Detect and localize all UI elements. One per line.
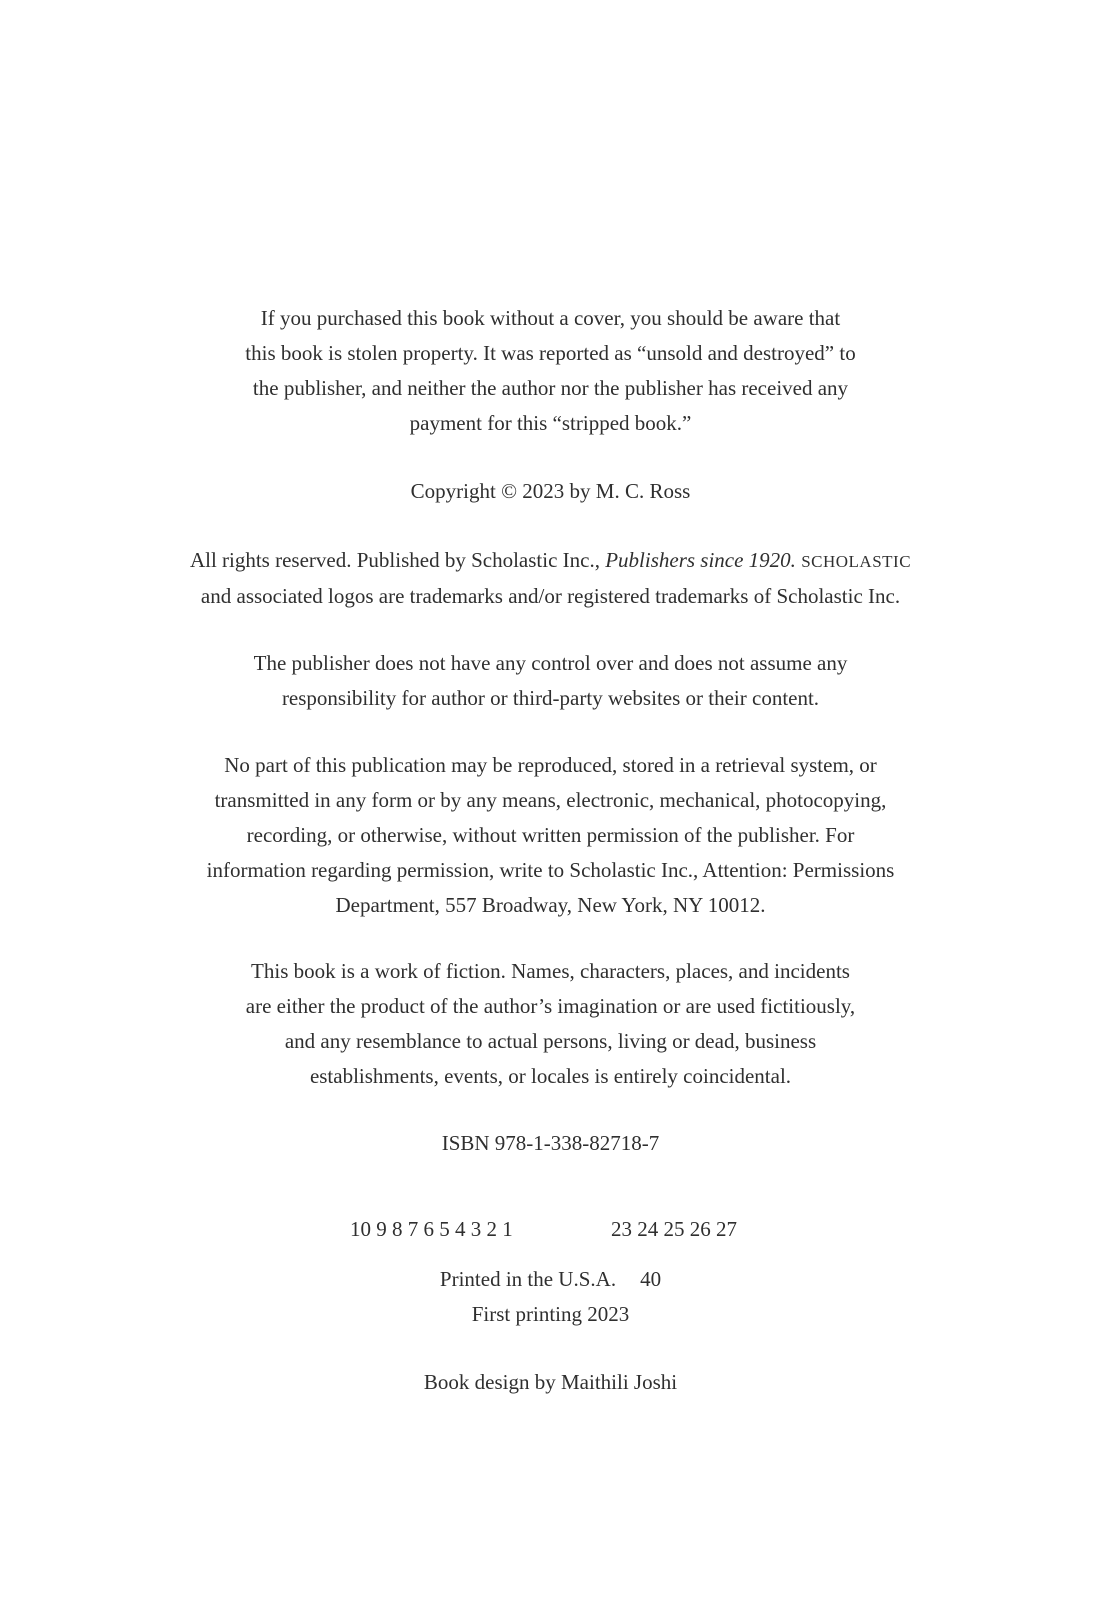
notice-line: this book is stolen property. It was reported as “unsold and destroyed” to — [245, 341, 856, 365]
design-credit-text: Book design by Maithili Joshi — [423, 1370, 678, 1394]
rights-notice — [0, 543, 1101, 614]
notice-line: the publisher, and neither the author nor the publisher has received any — [252, 376, 849, 400]
fiction-line: This book is a work of fiction. Names, characters, places, and incidents — [251, 959, 850, 983]
websites-disclaimer — [0, 646, 1101, 716]
copyright-line — [0, 474, 1101, 509]
design-credit — [0, 1365, 1101, 1400]
printed-country: Printed in the U.S.A. — [439, 1267, 617, 1291]
rights-line-1 — [0, 543, 1101, 579]
notice-line: payment for this “stripped book.” — [409, 411, 692, 435]
reproduction-line: transmitted in any form or by any means, electronic, mechanical, photocopying, — [214, 788, 887, 812]
notice-line: If you purchased this book without a cover, you should be aware that — [260, 306, 841, 330]
reproduction-notice — [0, 748, 1101, 923]
reproduction-line: No part of this publication may be reproduced, stored in a retrieval system, or — [224, 753, 877, 777]
fiction-line: are either the product of the author’s imagination or are used fictitiously, — [245, 994, 856, 1018]
rights-prefix: All rights reserved. Published by Scholastic Inc., — [189, 548, 606, 572]
fiction-line: and any resemblance to actual persons, living or dead, business — [284, 1029, 817, 1053]
year-numbers: 23 24 25 26 27 — [611, 1217, 737, 1241]
reproduction-line: recording, or otherwise, without written permission of the publisher. For — [246, 823, 855, 847]
rights-line-2: and associated logos are trademarks and/or registered trademarks of Scholastic Inc. — [200, 584, 901, 608]
printing-info — [0, 1262, 1101, 1332]
printed-country-line — [0, 1262, 1101, 1297]
isbn-text: ISBN 978-1-338-82718-7 — [441, 1131, 660, 1155]
first-printing: First printing 2023 — [471, 1302, 630, 1326]
impression-numbers: 10 9 8 7 6 5 4 3 2 1 — [350, 1217, 513, 1241]
printer-code: 40 — [640, 1267, 662, 1291]
publisher-motto: Publishers since 1920. — [605, 548, 796, 572]
stripped-book-notice — [0, 301, 1101, 441]
disclaimer-line: The publisher does not have any control over and does not assume any — [253, 651, 848, 675]
isbn — [0, 1126, 1101, 1161]
reproduction-line: Department, 557 Broadway, New York, NY 10012. — [335, 893, 766, 917]
fiction-line: establishments, events, or locales is entirely coincidental. — [309, 1064, 792, 1088]
printing-number-line — [0, 1212, 1101, 1247]
copyright-text: Copyright © 2023 by M. C. Ross — [410, 479, 691, 503]
disclaimer-line: responsibility for author or third-party websites or their content. — [281, 686, 820, 710]
reproduction-line: information regarding permission, write to Scholastic Inc., Attention: Permissions — [206, 858, 895, 882]
publisher-trademark: SCHOLASTIC — [801, 552, 912, 571]
fiction-notice — [0, 954, 1101, 1094]
